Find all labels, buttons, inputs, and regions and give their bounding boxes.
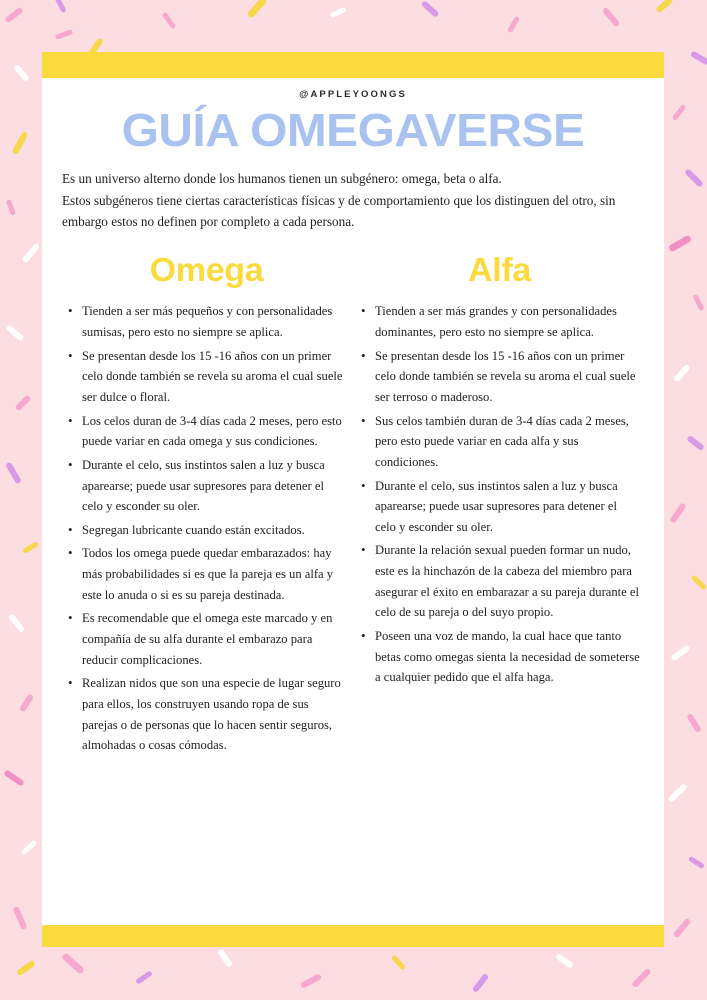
sprinkle-decoration xyxy=(667,783,688,803)
sprinkle-decoration xyxy=(668,234,692,252)
sprinkle-decoration xyxy=(671,104,686,121)
list-item: • Tienden a ser más pequeños y con personalidades sumisas, pero esto no siempre se aplica. xyxy=(66,301,347,342)
list-item: • Se presentan desde los 15 -16 años con un primer celo donde también se revela su aroma el cual suele ser dulce o floral. xyxy=(66,346,347,408)
list-item: • Durante el celo, sus instintos salen a luz y busca aparearse; puede usar supresores para detener el celo y esconder su oler. xyxy=(359,476,640,538)
sprinkle-decoration xyxy=(684,168,704,188)
list-item: • Todos los omega puede quedar embarazados: hay más probabilidades si es que la pareja es un alfa y este lo anuda o si es su pareja destinada. xyxy=(66,543,347,605)
columns-container xyxy=(60,251,646,758)
list-item: • Durante el celo, sus instintos salen a luz y busca aparearse; puede usar supresores para detener el celo y esconder su oler. xyxy=(66,455,347,517)
sprinkle-decoration xyxy=(691,574,707,590)
sprinkle-decoration xyxy=(8,613,26,633)
bottom-yellow-bar xyxy=(42,925,664,947)
sprinkle-decoration xyxy=(686,435,705,451)
sprinkle-decoration xyxy=(135,970,153,984)
sprinkle-decoration xyxy=(300,973,322,989)
sprinkle-decoration xyxy=(5,462,22,485)
sprinkle-decoration xyxy=(670,644,691,661)
list-item: • Realizan nidos que son una especie de lugar seguro para ellos, los construyen usando ropa de sus parejas o de personas que lo hacen sentir seguros, almohadas o cosas cómodas. xyxy=(66,673,347,756)
sprinkle-decoration xyxy=(555,953,574,969)
sprinkle-decoration xyxy=(6,199,16,216)
sprinkle-decoration xyxy=(602,7,621,28)
sprinkle-decoration xyxy=(673,364,691,383)
list-item: • Poseen una voz de mando, la cual hace que tanto betas como omegas sienta la necesidad de someterse a cualquier pedido que el alfa haga. xyxy=(359,626,640,688)
sprinkle-decoration xyxy=(673,918,692,939)
sprinkle-decoration xyxy=(421,0,440,18)
top-yellow-bar xyxy=(42,52,664,78)
column-omega xyxy=(60,251,353,758)
sprinkle-decoration xyxy=(692,294,704,311)
sprinkle-decoration xyxy=(391,955,406,971)
sprinkle-decoration xyxy=(13,64,30,82)
sprinkle-decoration xyxy=(54,0,66,13)
sprinkle-decoration xyxy=(12,906,27,930)
sprinkle-decoration xyxy=(162,12,176,30)
sprinkle-decoration xyxy=(217,948,233,968)
list-item: • Tienden a ser más grandes y con personalidades dominantes, pero esto no siempre se aplica. xyxy=(359,301,640,342)
list-item: • Durante la relación sexual pueden formar un nudo, este es la hinchazón de la cabeza del miembro para asegurar el éxito en embarazar a su pareja durante el celo de su pareja o del suyo propio. xyxy=(359,540,640,623)
sprinkle-decoration xyxy=(472,973,490,993)
bullet-list-omega xyxy=(66,301,347,755)
column-alfa xyxy=(353,251,646,758)
list-item: • Segregan lubricante cuando están excitados. xyxy=(66,520,347,541)
sprinkle-decoration xyxy=(246,0,267,19)
bullet-list-alfa xyxy=(359,301,640,688)
column-heading-alfa: Alfa xyxy=(468,251,531,289)
sprinkle-decoration xyxy=(669,502,687,523)
sprinkle-decoration xyxy=(12,131,29,155)
intro-line-1: Es un universo alterno donde los humanos tienen un subgénero: omega, beta o alfa. xyxy=(62,171,502,187)
sprinkle-decoration xyxy=(688,856,705,869)
card-content xyxy=(42,78,664,925)
sprinkle-decoration xyxy=(22,243,41,264)
intro-paragraph xyxy=(60,168,646,232)
list-item: • Los celos duran de 3-4 días cada 2 meses, pero esto puede variar en cada omega y sus condiciones. xyxy=(66,411,347,452)
sprinkle-decoration xyxy=(21,840,38,856)
poster-card xyxy=(42,52,664,947)
sprinkle-decoration xyxy=(19,693,34,712)
intro-line-2: Estos subgéneros tiene ciertas características físicas y de comportamiento que los distinguen del otro, sin embargo estos no definen por completo a cada persona. xyxy=(62,192,616,230)
sprinkle-decoration xyxy=(686,713,702,733)
sprinkle-decoration xyxy=(655,0,673,13)
account-handle: @APPLEYOONGS xyxy=(299,89,407,100)
sprinkle-decoration xyxy=(3,769,24,787)
sprinkle-decoration xyxy=(507,16,520,33)
sprinkle-decoration xyxy=(15,395,32,412)
sprinkle-decoration xyxy=(5,324,24,341)
sprinkle-decoration xyxy=(22,541,39,554)
sprinkle-decoration xyxy=(55,29,74,40)
sprinkle-decoration xyxy=(4,6,23,23)
sprinkle-decoration xyxy=(631,968,652,989)
list-item: • Sus celos también duran de 3-4 días cada 2 meses, pero esto puede variar en cada alfa y sus condiciones. xyxy=(359,411,640,473)
sprinkle-decoration xyxy=(690,50,707,65)
column-heading-omega: Omega xyxy=(149,251,264,289)
sprinkle-decoration xyxy=(61,952,85,975)
list-item: • Se presentan desde los 15 -16 años con un primer celo donde también se revela su aroma el cual suele ser terroso o maderoso. xyxy=(359,346,640,408)
sprinkle-decoration xyxy=(16,960,36,976)
list-item: • Es recomendable que el omega este marcado y en compañía de su alfa durante el embarazo para reducir complicaciones. xyxy=(66,608,347,670)
sprinkle-decoration xyxy=(330,7,347,18)
page-title: GUÍA OMEGAVERSE xyxy=(121,104,585,156)
